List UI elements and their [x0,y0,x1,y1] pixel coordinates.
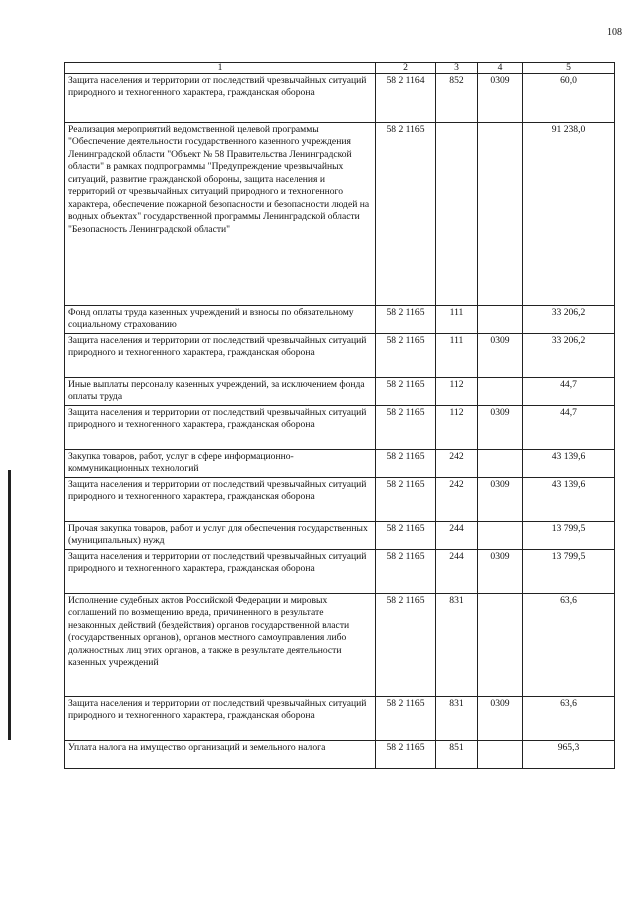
row-target-article: 58 2 1165 [376,741,436,769]
row-sum: 43 139,6 [523,478,615,522]
row-description: Защита населения и территории от последствий чрезвычайных ситуаций природного и техногенного характера, гражданская оборона [65,334,376,378]
row-description: Иные выплаты персоналу казенных учреждений, за исключением фонда оплаты труда [65,378,376,406]
row-description: Уплата налога на имущество организаций и земельного налога [65,741,376,769]
table-row [65,334,615,378]
header-cell-description: 1 [65,63,376,74]
header-cell-section: 4 [478,63,523,74]
row-description: Защита населения и территории от последствий чрезвычайных ситуаций природного и техногенного характера, гражданская оборона [65,478,376,522]
row-target-article: 58 2 1165 [376,334,436,378]
row-sum: 44,7 [523,406,615,450]
row-description: Защита населения и территории от последствий чрезвычайных ситуаций природного и техногенного характера, гражданская оборона [65,697,376,741]
row-target-article: 58 2 1165 [376,306,436,334]
row-target-article: 58 2 1165 [376,406,436,450]
row-target-article: 58 2 1165 [376,522,436,550]
table-row [65,406,615,450]
table-row [65,450,615,478]
row-expense-type: 831 [436,697,478,741]
row-section: 0309 [478,74,523,123]
row-description: Защита населения и территории от последствий чрезвычайных ситуаций природного и техногенного характера, гражданская оборона [65,406,376,450]
row-description: Защита населения и территории от последствий чрезвычайных ситуаций природного и техногенного характера, гражданская оборона [65,550,376,594]
row-expense-type: 244 [436,522,478,550]
row-section: 0309 [478,334,523,378]
row-target-article: 58 2 1165 [376,450,436,478]
row-description: Прочая закупка товаров, работ и услуг для обеспечения государственных (муниципальных) нужд [65,522,376,550]
row-section [478,594,523,697]
row-target-article: 58 2 1165 [376,478,436,522]
table-row [65,522,615,550]
row-description: Реализация мероприятий ведомственной целевой программы "Обеспечение деятельности государственного казенного учреждения Ленинградской области "Объект № 58 Правительства Ленинградской области" в рамках подпрограммы "Предупреждение чрезвычайных ситуаций, развитие гражданской обороны, защита населения и территорий от чрезвычайных ситуаций природного и техногенного характера, обеспечение пожарной безопасности и безопасности людей на водных объектах" государственной программы Ленинградской области "Безопасность Ленинградской области" [65,123,376,306]
table-body [65,74,615,769]
table-row [65,306,615,334]
row-sum: 63,6 [523,697,615,741]
row-sum: 33 206,2 [523,306,615,334]
scan-margin-bar [8,470,11,740]
row-sum: 60,0 [523,74,615,123]
header-row [65,63,615,74]
row-section [478,378,523,406]
row-expense-type: 851 [436,741,478,769]
row-sum: 13 799,5 [523,550,615,594]
row-expense-type: 111 [436,306,478,334]
row-target-article: 58 2 1165 [376,594,436,697]
row-sum: 965,3 [523,741,615,769]
header-cell-expense-type: 3 [436,63,478,74]
row-expense-type: 242 [436,450,478,478]
row-sum: 33 206,2 [523,334,615,378]
row-section [478,522,523,550]
row-sum: 43 139,6 [523,450,615,478]
row-target-article: 58 2 1165 [376,123,436,306]
row-expense-type [436,123,478,306]
row-description: Закупка товаров, работ, услуг в сфере информационно-коммуникационных технологий [65,450,376,478]
row-sum: 63,6 [523,594,615,697]
row-section: 0309 [478,550,523,594]
budget-table [64,62,615,769]
row-expense-type: 111 [436,334,478,378]
row-section: 0309 [478,697,523,741]
row-expense-type: 831 [436,594,478,697]
row-section [478,450,523,478]
header-cell-target-article: 2 [376,63,436,74]
row-target-article: 58 2 1164 [376,74,436,123]
header-cell-sum: 5 [523,63,615,74]
row-target-article: 58 2 1165 [376,550,436,594]
table-row [65,478,615,522]
row-sum: 13 799,5 [523,522,615,550]
row-section [478,741,523,769]
row-target-article: 58 2 1165 [376,378,436,406]
row-sum: 91 238,0 [523,123,615,306]
table-row [65,550,615,594]
table-row [65,378,615,406]
row-expense-type: 242 [436,478,478,522]
row-section [478,306,523,334]
table-row [65,741,615,769]
table-row [65,74,615,123]
row-section: 0309 [478,478,523,522]
table-row [65,123,615,306]
row-expense-type: 244 [436,550,478,594]
row-expense-type: 112 [436,406,478,450]
row-description: Фонд оплаты труда казенных учреждений и взносы по обязательному социальному страхованию [65,306,376,334]
row-description: Исполнение судебных актов Российской Федерации и мировых соглашений по возмещению вреда, причиненного в результате незаконных действий (бездействия) органов государственной власти (государственных органов), органов местного самоуправления либо должностных лиц этих органов, а также в результате деятельности казенных учреждений [65,594,376,697]
table-row [65,594,615,697]
row-expense-type: 852 [436,74,478,123]
row-target-article: 58 2 1165 [376,697,436,741]
row-section: 0309 [478,406,523,450]
row-section [478,123,523,306]
row-sum: 44,7 [523,378,615,406]
row-description: Защита населения и территории от последствий чрезвычайных ситуаций природного и техногенного характера, гражданская оборона [65,74,376,123]
row-expense-type: 112 [436,378,478,406]
page-number: 108 [607,27,622,38]
table-row [65,697,615,741]
